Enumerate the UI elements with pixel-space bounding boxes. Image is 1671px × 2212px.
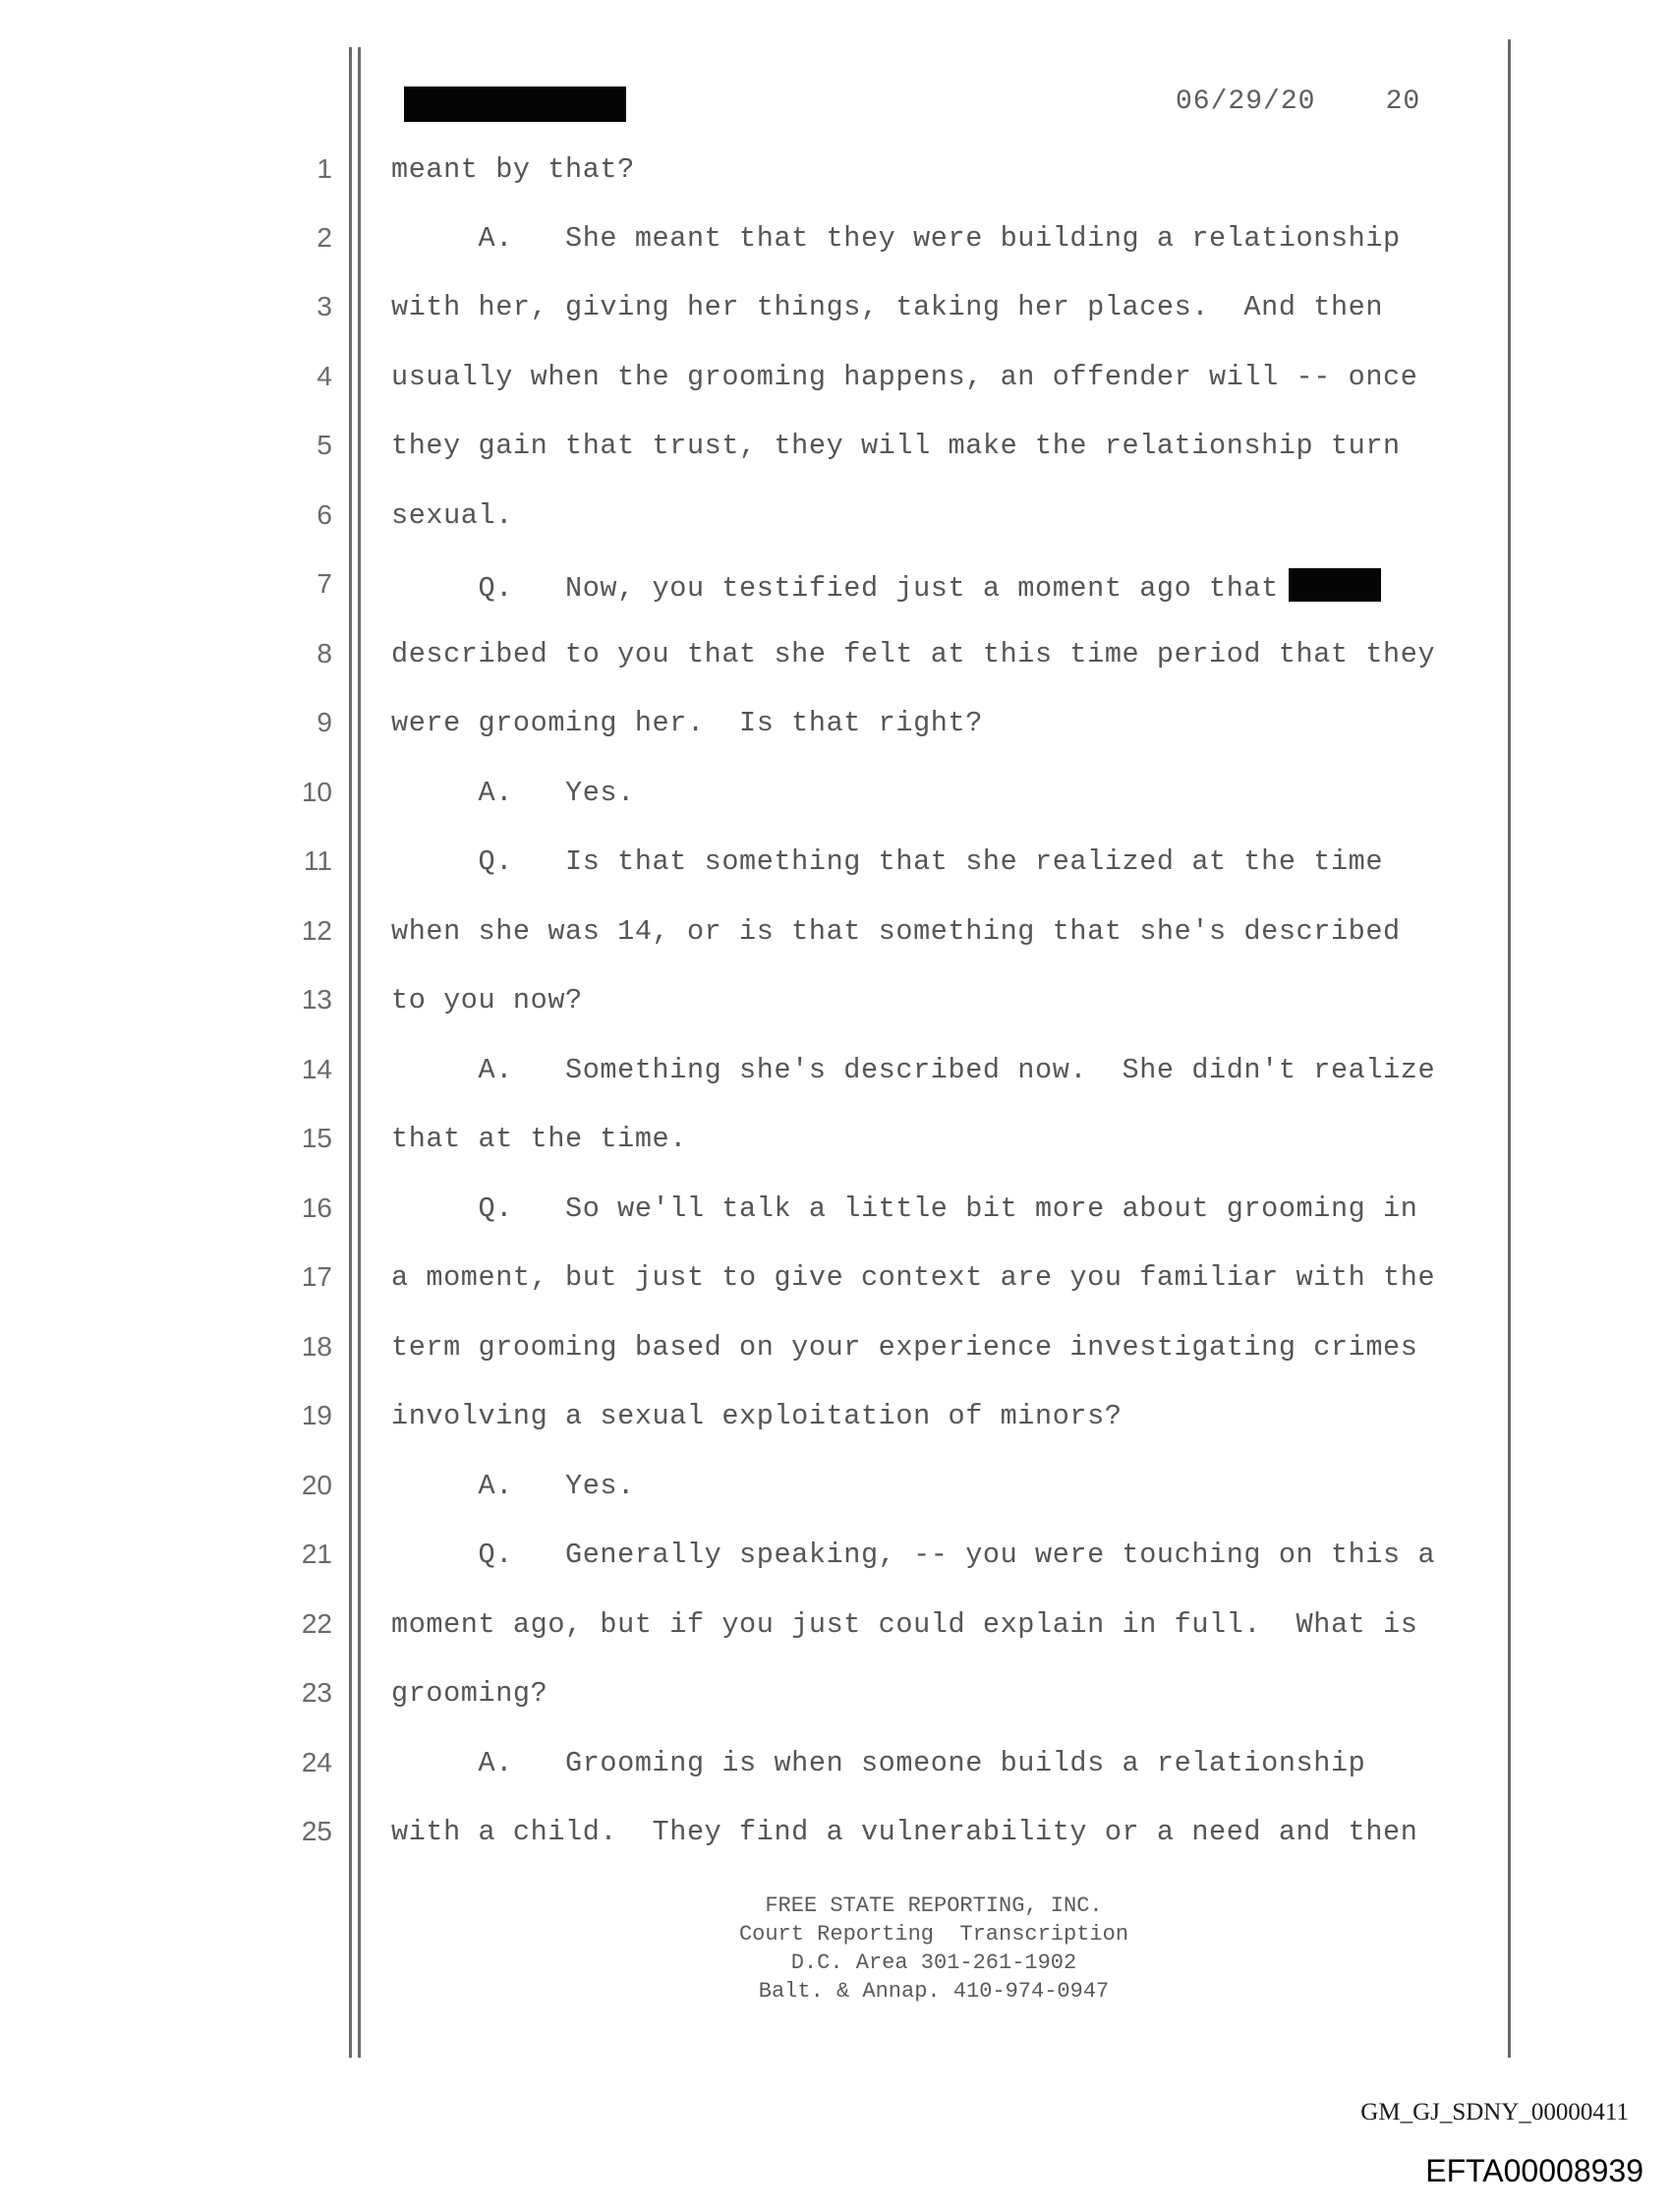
transcript-line bbox=[0, 1539, 1671, 1598]
line-number: 3 bbox=[317, 291, 332, 321]
line-text: involving a sexual exploitation of minors? bbox=[391, 1400, 1123, 1432]
line-number: 25 bbox=[301, 1816, 332, 1846]
line-number: 16 bbox=[301, 1193, 332, 1223]
reporter-footer bbox=[629, 1892, 1239, 2006]
line-text: A. Grooming is when someone builds a relationship bbox=[391, 1747, 1366, 1779]
line-text: A. She meant that they were building a relationship bbox=[391, 222, 1401, 255]
line-text: A. Yes. bbox=[391, 1470, 635, 1502]
transcript-line bbox=[0, 777, 1671, 836]
line-text: term grooming based on your experience investigating crimes bbox=[391, 1331, 1418, 1364]
transcript-line bbox=[0, 1816, 1671, 1875]
line-text: moment ago, but if you just could explain in full. What is bbox=[391, 1608, 1418, 1641]
line-text: A. Yes. bbox=[391, 777, 635, 809]
line-number: 20 bbox=[301, 1470, 332, 1500]
line-number: 2 bbox=[317, 222, 332, 253]
footer-dc-phone: D.C. Area 301-261-1902 bbox=[790, 1950, 1077, 1975]
transcript-line bbox=[0, 707, 1671, 766]
transcript-line bbox=[0, 1677, 1671, 1736]
transcript-line bbox=[0, 845, 1671, 904]
line-number: 6 bbox=[317, 499, 332, 530]
transcript-line bbox=[0, 153, 1671, 212]
line-text: usually when the grooming happens, an offender will -- once bbox=[391, 361, 1418, 393]
line-number: 1 bbox=[317, 153, 332, 184]
transcript-line bbox=[0, 984, 1671, 1043]
line-text: they gain that trust, they will make the relationship turn bbox=[391, 430, 1401, 462]
line-number: 21 bbox=[301, 1539, 332, 1569]
transcript-line bbox=[0, 1747, 1671, 1806]
line-number: 14 bbox=[301, 1054, 332, 1084]
footer-company-name: FREE STATE REPORTING, INC. bbox=[765, 1893, 1103, 1918]
footer-balt-phone: Balt. & Annap. 410-974-0947 bbox=[758, 1979, 1110, 2004]
transcript-line bbox=[0, 1193, 1671, 1252]
transcript-line bbox=[0, 1470, 1671, 1529]
transcript-line bbox=[0, 1608, 1671, 1667]
transcript-line bbox=[0, 222, 1671, 281]
transcript-line bbox=[0, 1054, 1671, 1113]
transcript-line bbox=[0, 430, 1671, 489]
footer-services: Court Reporting Transcription bbox=[738, 1922, 1129, 1947]
line-text: that at the time. bbox=[391, 1123, 687, 1155]
line-text: Q. So we'll talk a little bit more about grooming in bbox=[391, 1193, 1418, 1225]
line-number: 7 bbox=[317, 568, 332, 599]
line-text: were grooming her. Is that right? bbox=[391, 707, 983, 739]
line-number: 13 bbox=[301, 984, 332, 1015]
line-number: 11 bbox=[303, 845, 332, 876]
line-text: when she was 14, or is that something that she's described bbox=[391, 915, 1401, 948]
line-number: 8 bbox=[317, 638, 332, 669]
transcript-line bbox=[0, 291, 1671, 350]
transcript-line bbox=[0, 361, 1671, 420]
line-text: sexual. bbox=[391, 499, 513, 532]
line-text: described to you that she felt at this time period that they bbox=[391, 638, 1436, 670]
line-number: 9 bbox=[317, 707, 332, 737]
line-number: 17 bbox=[301, 1261, 332, 1292]
line-number: 18 bbox=[301, 1331, 332, 1362]
line-text: Q. Is that something that she realized at the time bbox=[391, 845, 1384, 878]
transcript-line bbox=[0, 1331, 1671, 1390]
header-redaction-box bbox=[404, 87, 626, 122]
line-text: with a child. They find a vulnerability or a need and then bbox=[391, 1816, 1418, 1848]
line-number: 5 bbox=[317, 430, 332, 460]
line-text: to you now? bbox=[391, 984, 583, 1017]
transcript-line bbox=[0, 1261, 1671, 1320]
line-text-content: Q. Now, you testified just a moment ago that bbox=[391, 572, 1279, 605]
line-number: 15 bbox=[301, 1123, 332, 1153]
line-text: with her, giving her things, taking her places. And then bbox=[391, 291, 1384, 323]
line-number: 10 bbox=[301, 777, 332, 807]
transcript-line bbox=[0, 638, 1671, 697]
line-text: meant by that? bbox=[391, 153, 635, 186]
transcript-line bbox=[0, 568, 1671, 627]
bates-number-primary: GM_GJ_SDNY_00000411 bbox=[1360, 2099, 1629, 2125]
line-number: 19 bbox=[301, 1400, 332, 1430]
transcript-line bbox=[0, 915, 1671, 974]
line-text: Q. Generally speaking, -- you were touching on this a bbox=[391, 1539, 1436, 1571]
transcript-line bbox=[0, 499, 1671, 558]
transcript-line bbox=[0, 1400, 1671, 1459]
bates-number-secondary: EFTA00008939 bbox=[1425, 2153, 1643, 2188]
line-text: A. Something she's described now. She didn't realize bbox=[391, 1054, 1436, 1086]
transcript-line bbox=[0, 1123, 1671, 1182]
line-number: 12 bbox=[301, 915, 332, 946]
line-text: a moment, but just to give context are you familiar with the bbox=[391, 1261, 1436, 1294]
line-number: 4 bbox=[317, 361, 332, 391]
header-date-page-number: 06/29/20 20 bbox=[1176, 87, 1421, 117]
line-number: 22 bbox=[301, 1608, 332, 1639]
line-text: grooming? bbox=[391, 1677, 548, 1710]
line-text bbox=[391, 568, 1381, 605]
line-number: 24 bbox=[301, 1747, 332, 1777]
line-number: 23 bbox=[301, 1677, 332, 1708]
inline-redaction-box bbox=[1289, 568, 1381, 602]
